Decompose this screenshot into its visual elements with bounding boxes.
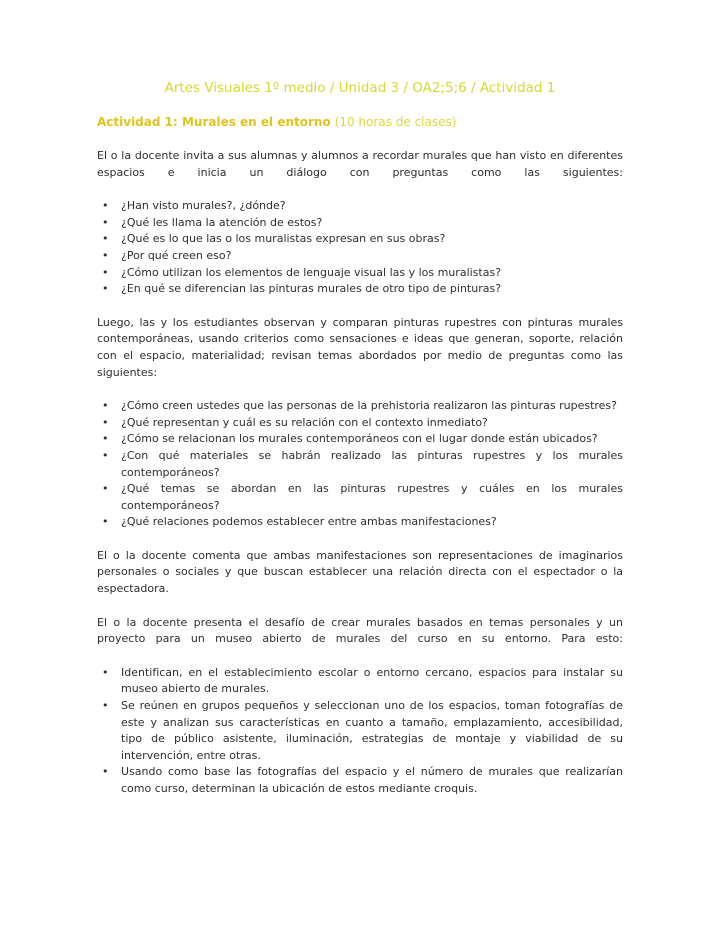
list-item: • ¿Qué relaciones podemos establecer entre ambas manifestaciones? xyxy=(97,514,623,531)
step-list-proyecto xyxy=(97,665,623,798)
list-item: • ¿Qué representan y cuál es su relación con el contexto inmediato? xyxy=(97,415,623,432)
list-item: • ¿Qué temas se abordan en las pinturas rupestres y cuáles en los murales contemporáneos? xyxy=(97,481,623,514)
paragraph-intro: El o la docente invita a sus alumnas y alumnos a recordar murales que han visto en diferentes espacios e inicia un diálogo con preguntas como las siguientes: xyxy=(97,149,623,179)
activity-heading: Actividad 1: Murales en el entorno xyxy=(97,115,331,129)
paragraph-comentario: El o la docente comenta que ambas manifestaciones son representaciones de imaginarios personales o sociales y que buscan establecer una relación directa con el espectador o la espectadora. xyxy=(97,548,623,596)
list-item: • ¿En qué se diferencian las pinturas murales de otro tipo de pinturas? xyxy=(97,281,623,298)
paragraph-comparacion: Luego, las y los estudiantes observan y comparan pinturas rupestres con pinturas murales contemporáneas, usando criterios como sensaciones e ideas que generan, soporte, relación con el espacio, materialidad; revisan temas abordados por medio de preguntas como las siguientes: xyxy=(97,315,623,379)
list-item: • ¿Cómo creen ustedes que las personas de la prehistoria realizaron las pinturas rupestres? xyxy=(97,398,623,415)
list-item: • Se reúnen en grupos pequeños y seleccionan uno de los espacios, toman fotografías de este y analizan sus características en cuanto a tamaño, emplazamiento, accesibilidad, tipo de público asistente, iluminación, estrategias de montaje y viabilidad de su intervención, entre otras. xyxy=(97,698,623,764)
list-item: • Identifican, en el establecimiento escolar o entorno cercano, espacios para instalar su museo abierto de murales. xyxy=(97,665,623,698)
list-item: • ¿Cómo se relacionan los murales contemporáneos con el lugar donde están ubicados? xyxy=(97,431,623,448)
activity-hours: (10 horas de clases) xyxy=(334,115,457,129)
list-item: • ¿Qué les llama la atención de estos? xyxy=(97,215,623,232)
question-list-murales xyxy=(97,198,623,298)
list-item: • ¿Cómo utilizan los elementos de lenguaje visual las y los muralistas? xyxy=(97,265,623,282)
list-item: • ¿Con qué materiales se habrán realizado las pinturas rupestres y los murales contemporáneos? xyxy=(97,448,623,481)
list-item: • ¿Han visto murales?, ¿dónde? xyxy=(97,198,623,215)
list-item: • Usando como base las fotografías del espacio y el número de murales que realizarían como curso, determinan la ubicación de estos mediante croquis. xyxy=(97,764,623,797)
list-item: • ¿Qué es lo que las o los muralistas expresan en sus obras? xyxy=(97,231,623,248)
list-item: • ¿Por qué creen eso? xyxy=(97,248,623,265)
paragraph-desafio: El o la docente presenta el desafío de crear murales basados en temas personales y un proyecto para un museo abierto de murales del curso en su entorno. Para esto: xyxy=(97,615,623,646)
page-title: Artes Visuales 1º medio / Unidad 3 / OA2;5;6 / Actividad 1 xyxy=(164,80,556,96)
question-list-comparacion xyxy=(97,398,623,531)
activity-title-line xyxy=(97,114,623,131)
